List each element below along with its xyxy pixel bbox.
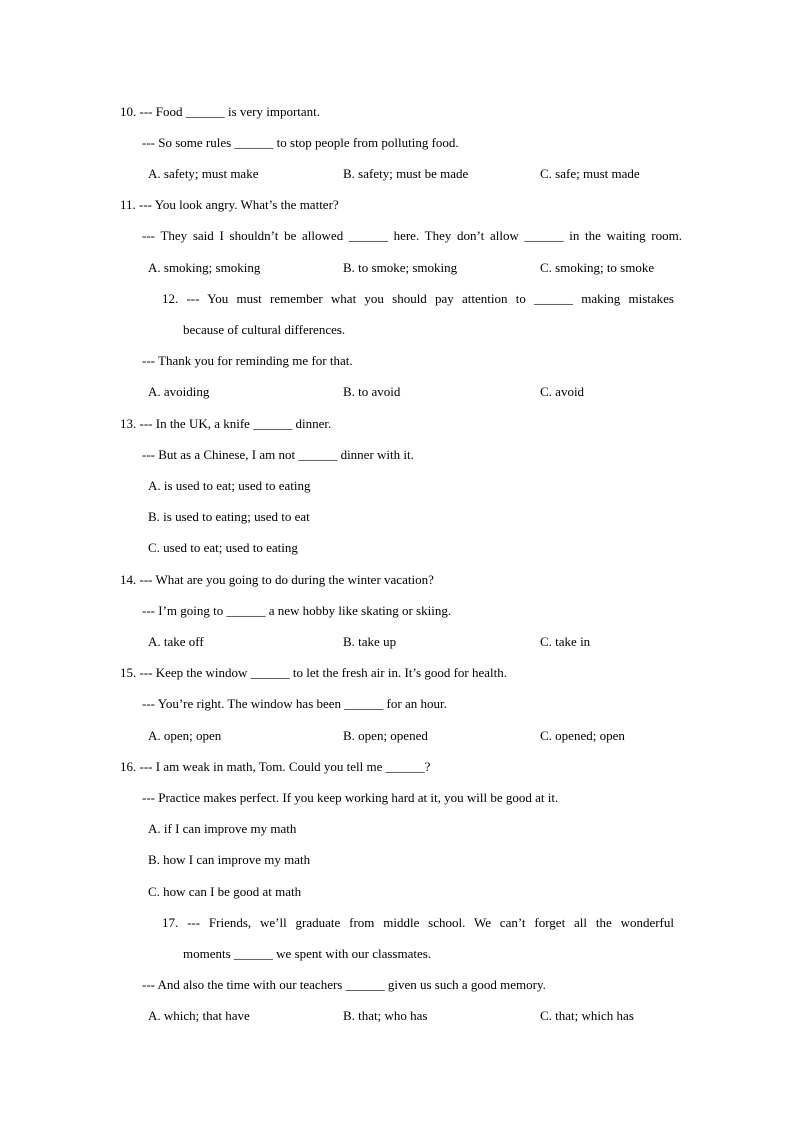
- question-17-reply: --- And also the time with our teachers ______ given us such a good memory.: [142, 977, 546, 992]
- question-12-option-a: A. avoiding: [148, 384, 210, 399]
- question-10-reply: --- So some rules ______ to stop people from polluting food.: [142, 135, 459, 150]
- question-10-stem: 10. --- Food ______ is very important.: [120, 104, 321, 119]
- question-17-option-a: A. which; that have: [148, 1008, 250, 1023]
- question-10-option-c: C. safe; must made: [540, 166, 640, 181]
- question-17-option-c: C. that; which has: [540, 1008, 634, 1023]
- question-14-option-a: A. take off: [148, 634, 204, 649]
- question-17-stem-continued: moments ______ we spent with our classmates.: [183, 946, 432, 961]
- question-10-option-b: B. safety; must be made: [343, 166, 469, 181]
- question-11-stem: 11. --- You look angry. What’s the matter?: [120, 197, 339, 212]
- question-13-option-a: A. is used to eat; used to eating: [148, 478, 311, 493]
- question-16-stem: 16. --- I am weak in math, Tom. Could you tell me ______?: [120, 759, 431, 774]
- question-11-option-c: C. smoking; to smoke: [540, 260, 655, 275]
- question-16-option-b: B. how I can improve my math: [148, 852, 311, 867]
- question-13-option-b: B. is used to eating; used to eat: [148, 509, 310, 524]
- question-17-option-b: B. that; who has: [343, 1008, 428, 1023]
- question-15-option-b: B. open; opened: [343, 728, 428, 743]
- question-17-stem: 17. --- Friends, we’ll graduate from middle school. We can’t forget all the wonderful: [162, 915, 674, 930]
- question-12-reply: --- Thank you for reminding me for that.: [142, 353, 353, 368]
- question-13-reply: --- But as a Chinese, I am not ______ dinner with it.: [142, 447, 414, 462]
- question-12-option-c: C. avoid: [540, 384, 585, 399]
- question-15-stem: 15. --- Keep the window ______ to let the fresh air in. It’s good for health.: [120, 665, 508, 680]
- question-11-reply: --- They said I shouldn’t be allowed ______ here. They don’t allow ______ in the waiting room.: [142, 228, 682, 243]
- question-15-option-c: C. opened; open: [540, 728, 625, 743]
- question-16-option-c: C. how can I be good at math: [148, 884, 302, 899]
- question-14-option-b: B. take up: [343, 634, 397, 649]
- question-14-reply: --- I’m going to ______ a new hobby like skating or skiing.: [142, 603, 452, 618]
- question-11-option-b: B. to smoke; smoking: [343, 260, 458, 275]
- question-12-stem: 12. --- You must remember what you should pay attention to ______ making mistakes: [162, 291, 674, 306]
- question-12-option-b: B. to avoid: [343, 384, 401, 399]
- question-16-reply: --- Practice makes perfect. If you keep working hard at it, you will be good at it.: [142, 790, 559, 805]
- question-13-stem: 13. --- In the UK, a knife ______ dinner.: [120, 416, 332, 431]
- question-12-stem-continued: because of cultural differences.: [183, 322, 346, 337]
- question-11-option-a: A. smoking; smoking: [148, 260, 261, 275]
- question-15-option-a: A. open; open: [148, 728, 222, 743]
- question-16-option-a: A. if I can improve my math: [148, 821, 297, 836]
- question-15-reply: --- You’re right. The window has been ______ for an hour.: [142, 696, 447, 711]
- question-13-option-c: C. used to eat; used to eating: [148, 540, 298, 555]
- question-14-stem: 14. --- What are you going to do during the winter vacation?: [120, 572, 434, 587]
- question-14-option-c: C. take in: [540, 634, 591, 649]
- question-10-option-a: A. safety; must make: [148, 166, 259, 181]
